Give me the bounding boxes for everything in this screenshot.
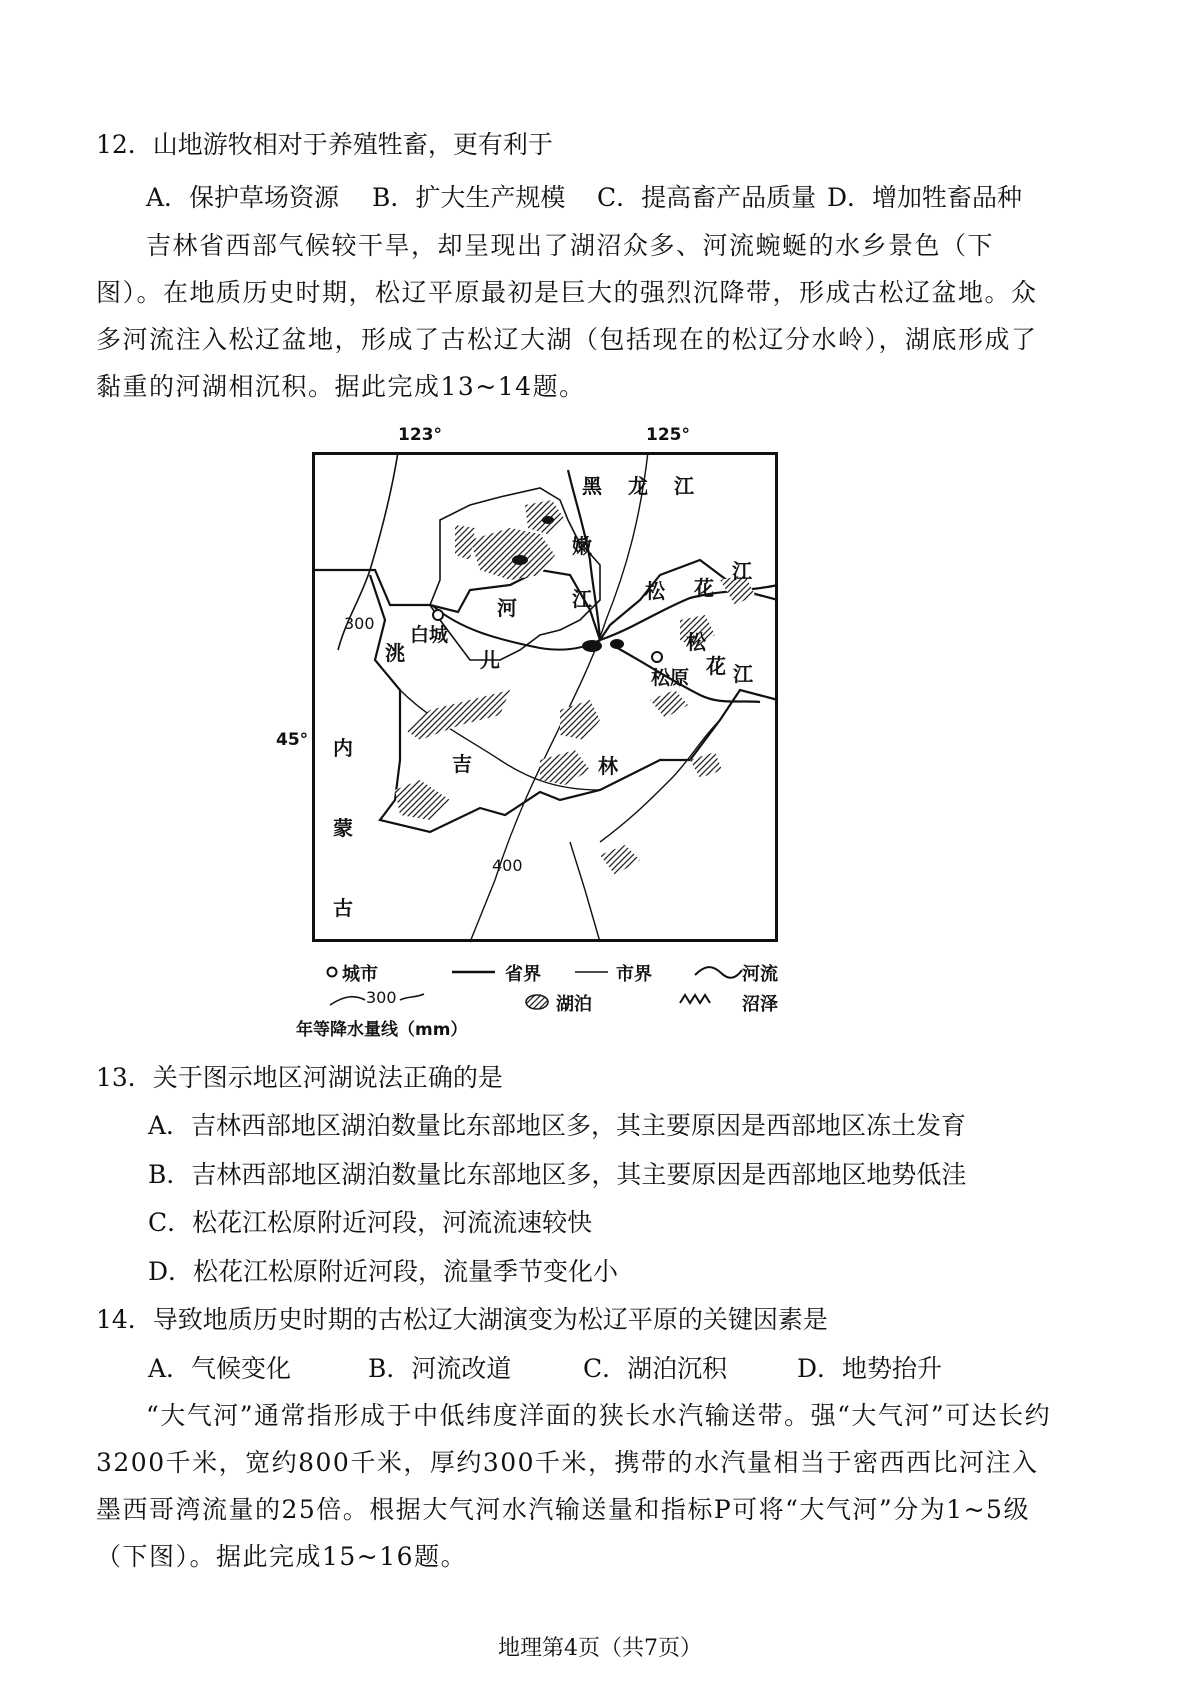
q13-option-c: C．松花江松原附近河段，河流流速较快 [148, 1208, 593, 1237]
legend-river-symbol [695, 967, 742, 978]
latitude-45-label: 45° [276, 730, 309, 750]
label-gu: 古 [333, 896, 353, 920]
q12-option-a: A．保护草场资源 [146, 183, 340, 212]
legend-marsh-symbol [680, 995, 710, 1003]
legend-lake-symbol [526, 995, 548, 1009]
q12-stem: 12．山地游牧相对于养殖牲畜，更有利于 [96, 130, 553, 159]
q14-stem: 14．导致地质历史时期的古松辽大湖演变为松辽平原的关键因素是 [96, 1305, 828, 1334]
q13-option-a: A．吉林西部地区湖泊数量比东部地区多，其主要原因是西部地区冻土发育 [148, 1111, 967, 1140]
label-hua-upper: 花 [694, 576, 714, 600]
label-tao: 洮 [385, 641, 405, 665]
label-long: 龙 [628, 474, 648, 498]
label-ji: 吉 [452, 752, 472, 776]
label-jiang-lower: 江 [733, 662, 753, 686]
longitude-125-label: 125° [646, 425, 690, 445]
label-nen: 嫩 [572, 534, 592, 558]
intro-13-14: 吉林省西部气候较干旱，却呈现出了湖沼众多、河流蜿蜒的水乡景色（下图）。在地质历史时期，松辽平原最初是巨大的强烈沉降带，形成古松辽盆地。众多河流注入松辽盆地，形成了古松辽大湖（包括现在的松辽分水岭），湖底形成了黏重的河湖相沉积。据此完成13~14题。 [96, 231, 1038, 401]
legend-city-label: 城市 [342, 964, 378, 985]
legend-city-symbol [328, 968, 337, 977]
label-nei: 内 [333, 736, 353, 760]
q12-option-c: C．提高畜产品质量 [597, 183, 817, 212]
label-er: 儿 [480, 648, 500, 672]
intro-15-16: “大气河”通常指形成于中低纬度洋面的狭长水汽输送带。强“大气河”可达长约3200千米，宽约800千米，厚约300千米，携带的水汽量相当于密西西比河注入墨西哥湾流量的25倍。根据大气河水汽输送量和指标P可将“大气河”分为1~5级（下图）。据此完成15~16题。 [96, 1401, 1052, 1571]
q13-option-d: D．松花江松原附近河段，流量季节变化小 [148, 1257, 619, 1286]
label-jiang-north: 江 [674, 474, 694, 498]
label-hei: 黑 [582, 474, 602, 498]
isohyet-300-label: 300 [344, 614, 375, 633]
page-footer: 地理第4页（共7页） [498, 1636, 702, 1661]
q12-option-b: B．扩大生产规模 [372, 183, 566, 212]
q13-option-b: B．吉林西部地区湖泊数量比东部地区多，其主要原因是西部地区地势低洼 [148, 1160, 967, 1189]
label-he: 河 [497, 596, 517, 620]
south-river-2 [570, 842, 600, 942]
legend-isohyet-label: 年等降水量线（mm） [296, 1020, 468, 1040]
label-songyuan: 松原 [651, 667, 690, 689]
legend-marsh-label: 沼泽 [742, 994, 778, 1015]
q12-option-d: D．增加牲畜品种 [827, 183, 1023, 212]
legend-isohyet-value: 300 [366, 988, 397, 1007]
label-song-lower: 松 [686, 630, 706, 654]
label-hua-lower: 花 [706, 654, 726, 678]
label-song-upper: 松 [645, 579, 665, 603]
legend-lake-label: 湖泊 [556, 994, 592, 1015]
longitude-123-label: 123° [398, 425, 442, 445]
legend-province-border-label: 省界 [505, 964, 541, 985]
songyuan-city-marker [652, 652, 662, 662]
baicheng-city-marker [433, 610, 443, 620]
label-baicheng: 白城 [410, 624, 449, 646]
q14-option-b: B．河流改道 [368, 1354, 512, 1383]
label-nen-jiang: 江 [572, 587, 592, 611]
legend-city-border-label: 市界 [616, 964, 652, 985]
isohyet-400-label: 400 [492, 856, 523, 875]
label-lin: 林 [598, 754, 618, 778]
label-meng: 蒙 [333, 816, 353, 840]
label-jiang-upper: 江 [732, 559, 752, 583]
legend-river-label: 河流 [742, 964, 778, 985]
q14-option-c: C．湖泊沉积 [583, 1354, 728, 1383]
q13-stem: 13．关于图示地区河湖说法正确的是 [96, 1063, 503, 1092]
q14-option-a: A．气候变化 [148, 1354, 292, 1383]
q14-option-d: D．地势抬升 [797, 1354, 943, 1383]
